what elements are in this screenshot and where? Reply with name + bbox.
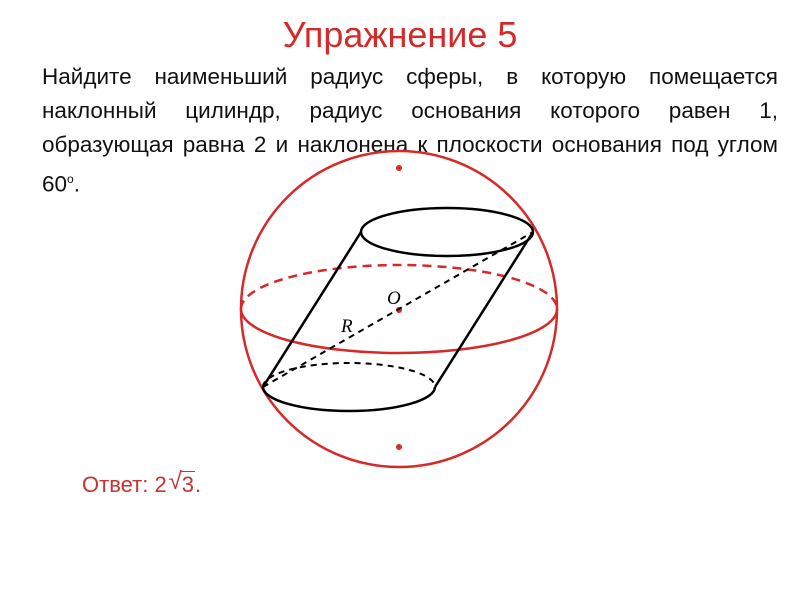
cylinder-top-ellipse	[361, 208, 533, 256]
center-label: O	[387, 288, 401, 309]
radius-label: R	[341, 316, 353, 337]
degree-mark: о	[67, 172, 74, 186]
north-pole-point	[396, 165, 402, 171]
answer-coefficient: 2	[154, 472, 167, 497]
cylinder-bottom-back	[263, 363, 435, 387]
answer-end: .	[194, 472, 202, 497]
south-pole-point	[396, 444, 402, 450]
answer-radicand: 3	[181, 472, 194, 497]
cylinder-bottom-front	[263, 387, 435, 411]
problem-end: .	[73, 171, 80, 197]
slide-title: Упражнение 5	[282, 14, 518, 55]
radius-diagonal	[263, 232, 533, 387]
answer-radical	[168, 468, 195, 498]
square-root-icon: √	[168, 468, 182, 495]
answer-label: Ответ:	[82, 472, 149, 497]
problem-text: Найдите наименьший радиус сферы, в которую помещается наклонный цилиндр, радиус основания которого равен 1, образующая равна 2 и наклонена к плоскости основания под углом 60	[42, 64, 778, 197]
answer	[82, 468, 202, 498]
